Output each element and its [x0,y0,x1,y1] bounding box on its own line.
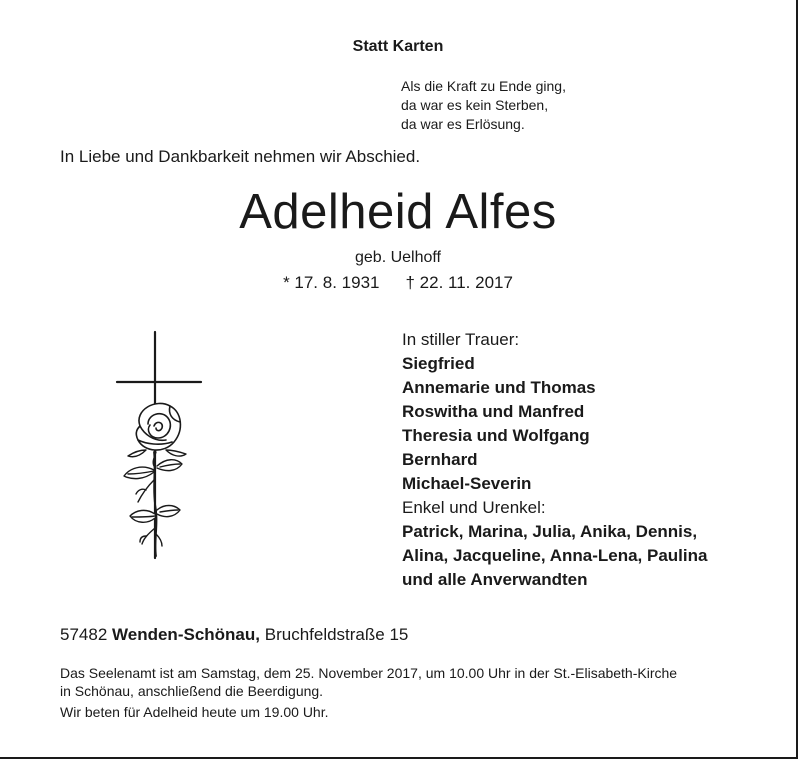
mourner-name: Theresia und Wolfgang [402,426,590,445]
mourners-intro: In stiller Trauer: [402,330,520,349]
grandchildren-names: Alina, Jacqueline, Anna-Lena, Paulina [402,546,708,565]
mourner-name: Roswitha und Manfred [402,402,585,421]
street: Bruchfeldstraße 15 [264,625,409,644]
mourner-name: Bernhard [402,450,478,469]
postcode: 57482 [60,625,108,644]
birth-date: * 17. 8. 1931 [283,273,380,292]
mourner-name: Michael-Severin [402,474,532,493]
poem [401,77,566,134]
cross-with-rose-icon [110,330,210,565]
funeral-info [60,664,677,700]
life-dates [0,273,796,293]
mourner-name: Annemarie und Thomas [402,378,596,397]
address [60,625,408,645]
funeral-line: in Schönau, anschließend die Beerdigung. [60,683,324,699]
grandchildren-names: Patrick, Marina, Julia, Anika, Dennis, [402,522,698,541]
poem-line: da war es kein Sterben, [401,97,549,113]
mourners-list [402,328,707,592]
mourner-name: Siegfried [402,354,475,373]
prayer-info: Wir beten für Adelheid heute um 19.00 Uhr. [60,704,329,720]
town: Wenden-Schönau, [112,625,260,644]
relatives: und alle Anverwandten [402,570,588,589]
deceased-name: Adelheid Alfes [239,185,557,239]
header-statt-karten: Statt Karten [352,38,444,55]
poem-line: Als die Kraft zu Ende ging, [401,78,566,94]
grandchildren-label: Enkel und Urenkel: [402,498,546,517]
poem-line: da war es Erlösung. [401,116,525,132]
birth-name: geb. Uelhoff [355,249,441,266]
funeral-line: Das Seelenamt ist am Samstag, dem 25. November 2017, um 10.00 Uhr in der St.-Elisabeth-Kirche [60,665,678,681]
death-date: † 22. 11. 2017 [405,273,513,292]
farewell-intro: In Liebe und Dankbarkeit nehmen wir Abschied. [60,147,421,166]
